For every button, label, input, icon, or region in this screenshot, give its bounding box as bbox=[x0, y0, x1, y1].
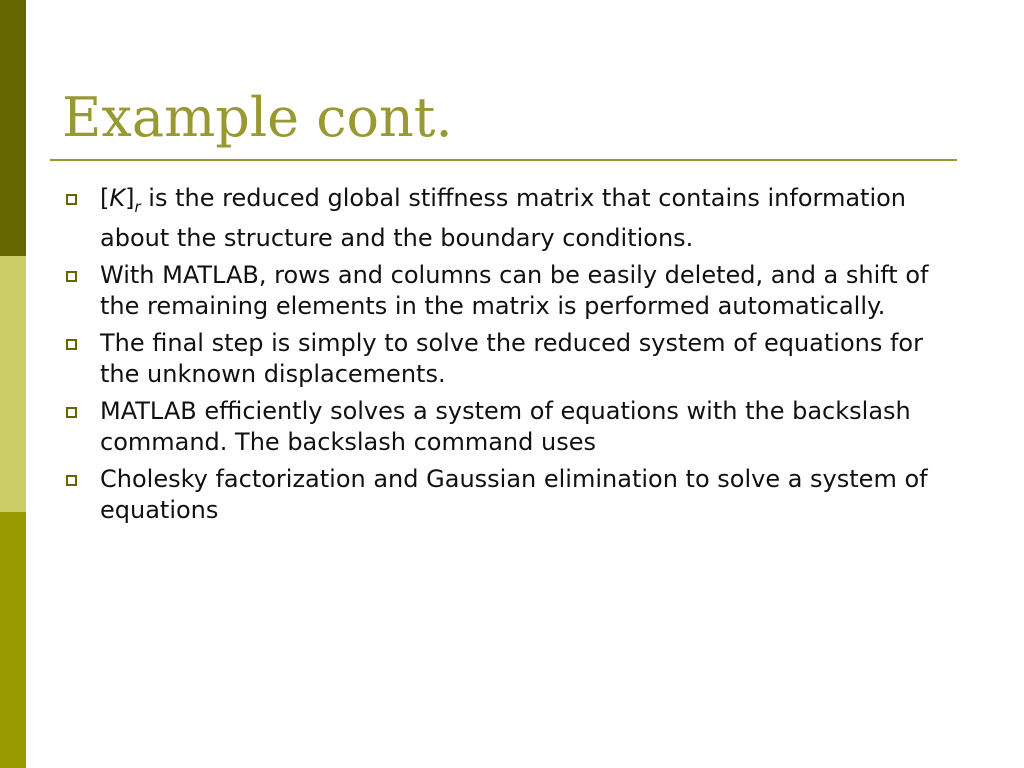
square-bullet-icon bbox=[66, 475, 77, 486]
square-bullet-icon bbox=[66, 339, 77, 350]
bullet-item-cholesky bbox=[62, 464, 952, 526]
side-bar-mid-segment bbox=[0, 512, 26, 768]
matrix-open-bracket: [ bbox=[100, 184, 110, 212]
side-bar-light-segment bbox=[0, 256, 26, 512]
bullet-item-backslash bbox=[62, 396, 952, 458]
side-bar-dark-segment bbox=[0, 0, 26, 256]
square-bullet-icon bbox=[66, 271, 77, 282]
bullet-text: is the reduced global stiffness matrix that contains information about the structure and the boundary conditions. bbox=[100, 184, 907, 252]
bullet-list bbox=[62, 183, 952, 532]
bullet-item-matlab-delete bbox=[62, 260, 952, 322]
bullet-item-stiffness-matrix bbox=[62, 183, 952, 254]
square-bullet-icon bbox=[66, 194, 77, 205]
bullet-text: Cholesky factorization and Gaussian elimination to solve a system of equations bbox=[100, 465, 928, 524]
matrix-close-bracket: ] bbox=[125, 184, 135, 212]
bullet-item-final-step bbox=[62, 328, 952, 390]
matrix-symbol: K bbox=[109, 184, 126, 212]
bullet-text: With MATLAB, rows and columns can be easily deleted, and a shift of the remaining elements in the matrix is performed automatically. bbox=[100, 261, 929, 320]
bullet-text: MATLAB efficiently solves a system of equations with the backslash command. The backslash command uses bbox=[100, 397, 911, 456]
matrix-subscript: r bbox=[134, 198, 141, 216]
slide-title: Example cont. bbox=[62, 86, 453, 149]
title-underline bbox=[50, 159, 957, 161]
bullet-text: The final step is simply to solve the reduced system of equations for the unknown displacements. bbox=[100, 329, 923, 388]
square-bullet-icon bbox=[66, 407, 77, 418]
